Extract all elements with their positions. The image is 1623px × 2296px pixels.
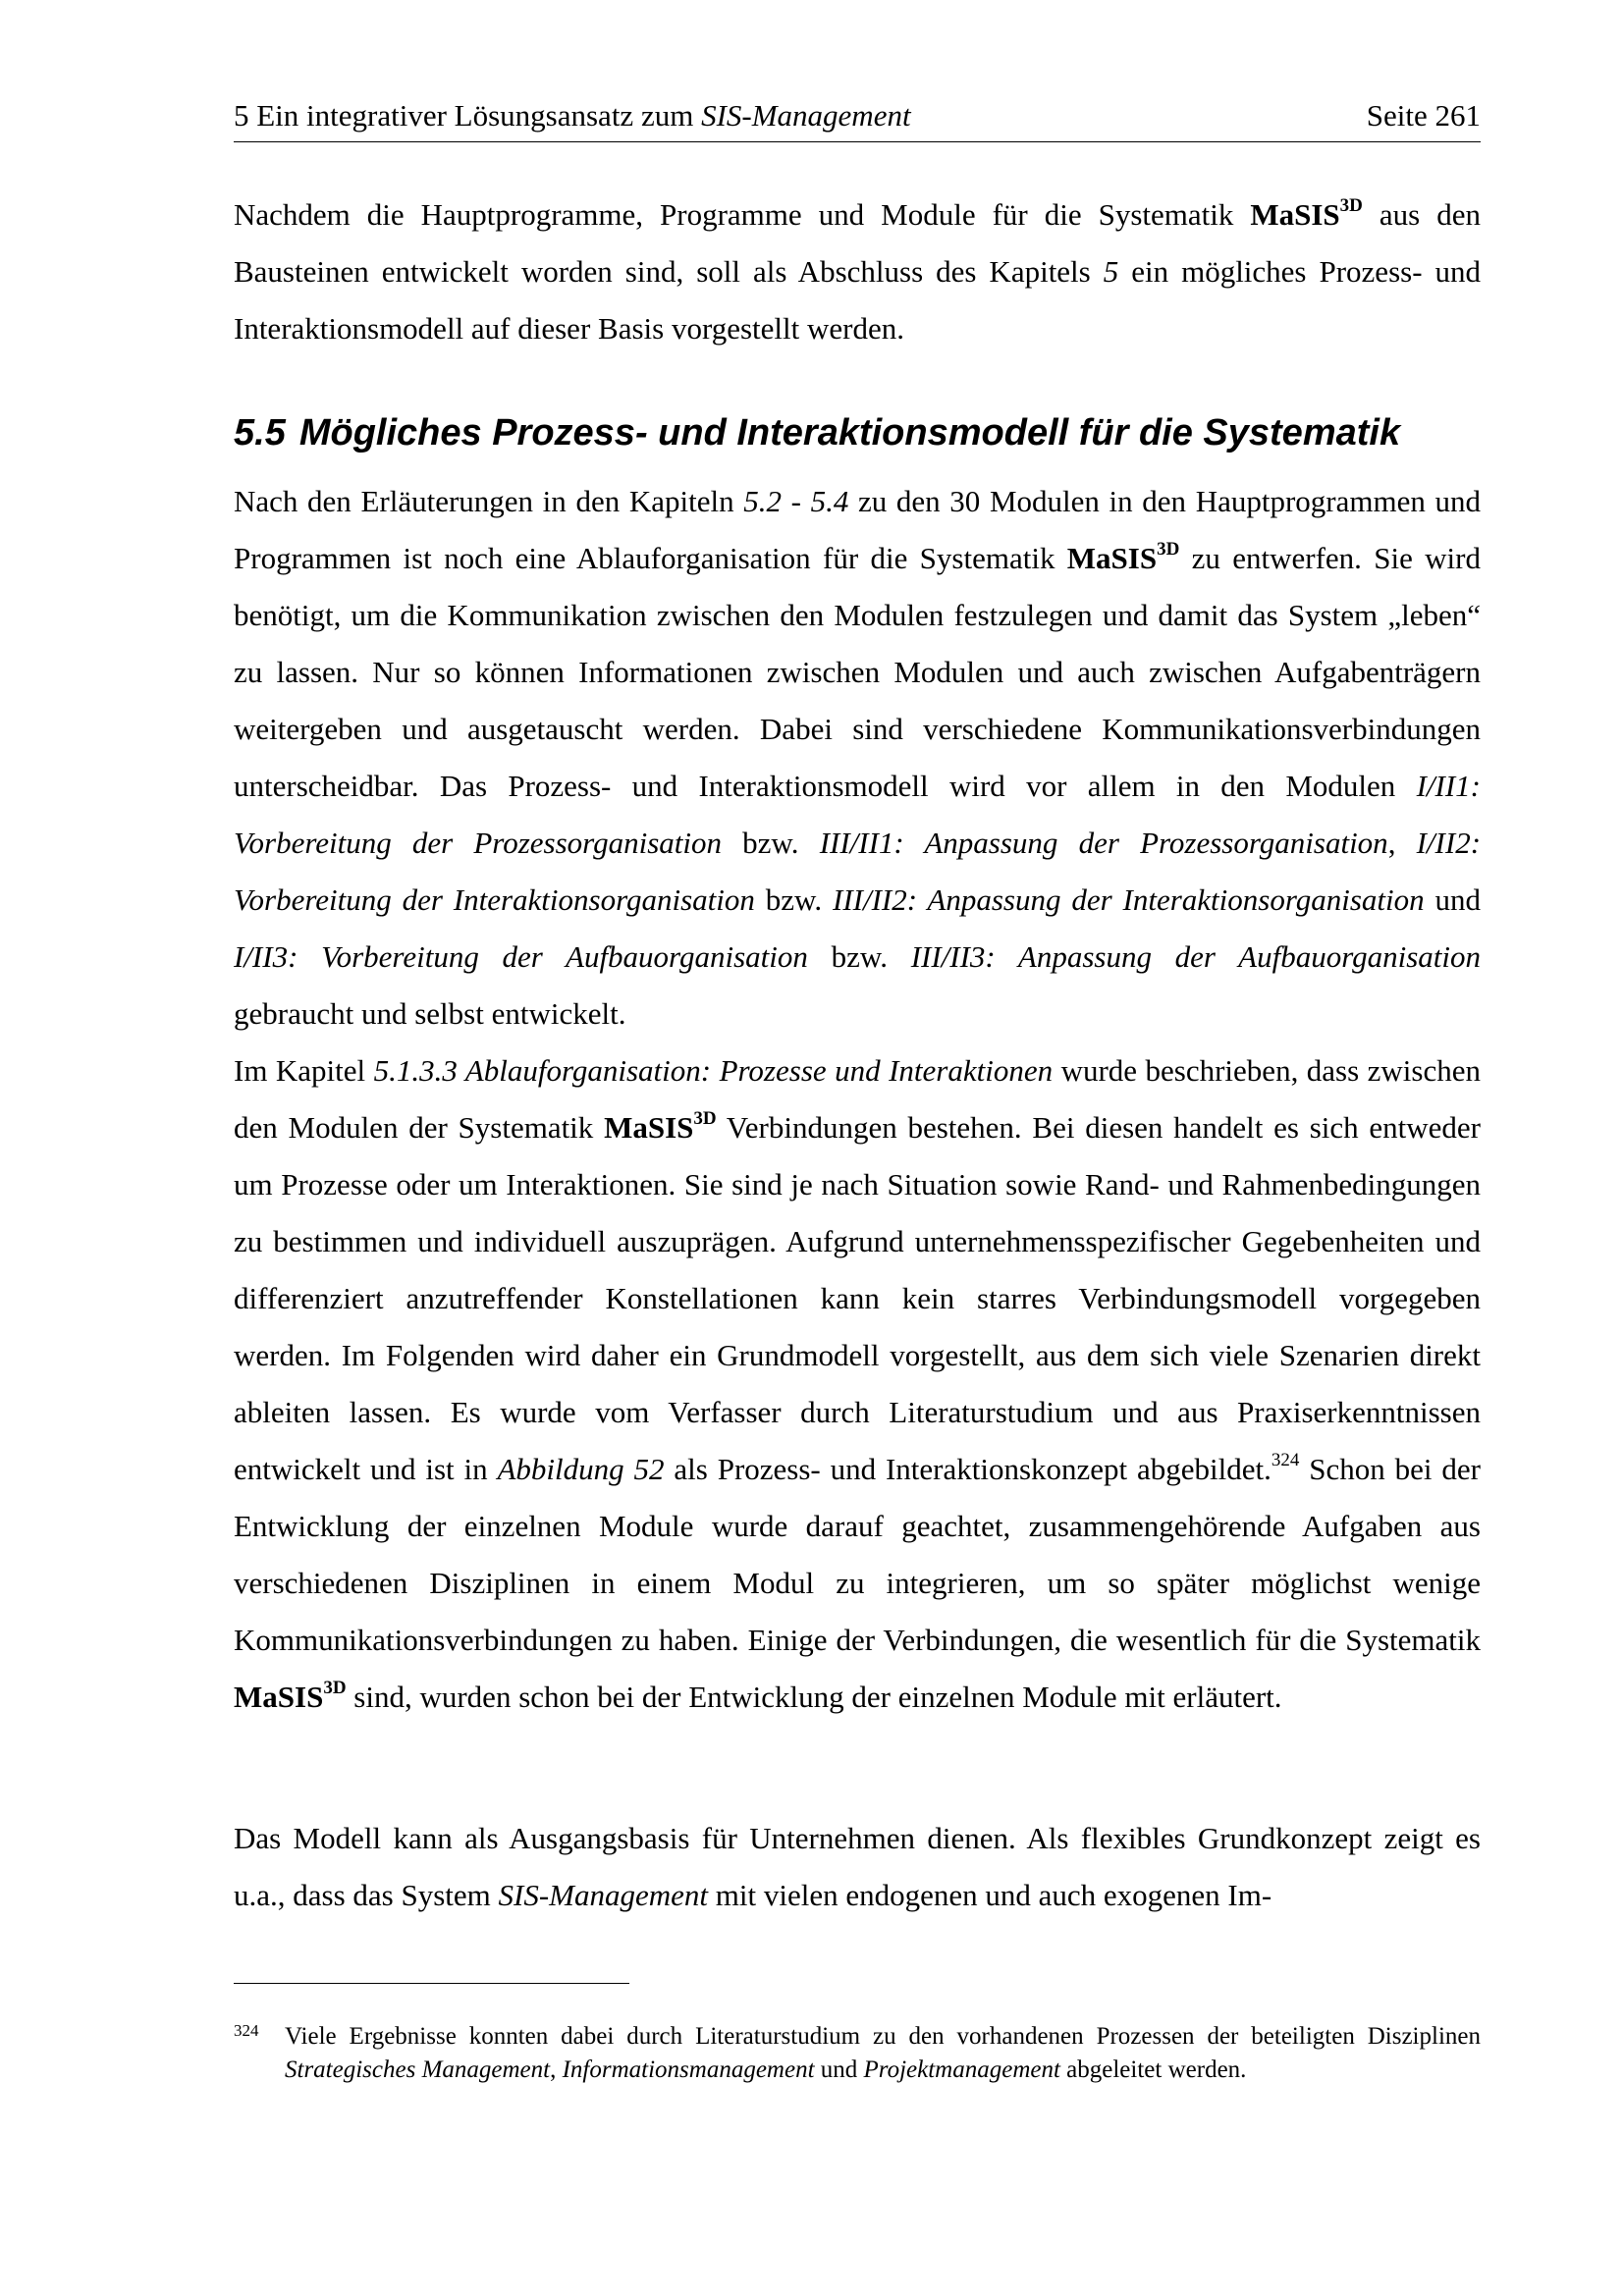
text-run: Schon bei der Entwicklung der einzelnen Module wurde darauf geachtet, zusammengehörende Aufgaben aus verschiedenen Disziplinen in einem Modul zu integrieren, um so später möglichst wenige Kommunikationsverbindungen zu haben. Einige der Verbindungen, die wesentlich für die Systematik	[234, 1452, 1481, 1657]
text-run: wurde beschrieben, dass zwischen den Modulen der Systematik	[234, 1053, 1481, 1145]
text-run: als Prozess- und Interaktionskonzept abgebildet.	[664, 1452, 1271, 1486]
discipline-ref: Projektmanagement	[863, 2056, 1060, 2083]
paragraph-1	[234, 473, 1481, 1042]
text-run: ,	[1387, 826, 1417, 860]
chapter-ref: 5.4	[810, 484, 849, 518]
masis-sup: 3D	[1157, 539, 1180, 560]
text-run: und	[814, 2056, 864, 2083]
section-title: Mögliches Prozess- und Interaktionsmodell für die Systematik	[298, 412, 1401, 454]
term-ref: SIS-Management	[498, 1878, 709, 1912]
text-run: Das Modell kann als Ausgangsbasis für Unternehmen dienen. Als flexibles Grundkonzept zeigt es u.a., dass das System	[234, 1821, 1481, 1912]
text-run: zu entwerfen. Sie wird benötigt, um die Kommunikation zwischen den Modulen festzulegen und damit das System „leben“ zu lassen. Nur so können Informationen zwischen Modulen und auch zwischen Aufgabenträgern weitergeben und ausgetauscht werden. Dabei sind verschiedene Kommunikationsverbindungen unterscheidbar. Das Prozess- und Interaktionsmodell wird vor allem in den Modulen	[234, 541, 1481, 803]
text-run: ,	[550, 2056, 563, 2083]
masis-name: MaSIS	[1066, 541, 1158, 575]
page-number: Seite 261	[1366, 98, 1481, 133]
footnote	[234, 2020, 1481, 2087]
section-heading	[234, 408, 1400, 457]
text-run: Nachdem die Hauptprogramme, Programme und Module für die Systematik	[234, 197, 1251, 232]
masis-sup: 3D	[323, 1678, 347, 1698]
text-run: -	[781, 484, 811, 518]
module-ref: I/II2: Vorbereitung der Interaktionsorganisation	[234, 826, 1482, 917]
module-ref: III/II2: Anpassung der Interaktionsorganisation	[833, 882, 1425, 917]
running-head-text: 5 Ein integrativer Lösungsansatz zum	[234, 98, 702, 133]
text-run: bzw.	[754, 882, 834, 917]
text-run: Im Kapitel	[234, 1053, 374, 1088]
running-head	[234, 96, 911, 135]
running-head-em: SIS-Management	[701, 98, 911, 133]
paragraph-2	[234, 1042, 1481, 1726]
text-run: zu den 30 Modulen in den Hauptprogrammen und Programmen ist noch eine Ablauforganisation für die Systematik	[234, 484, 1481, 575]
text-run: sind, wurden schon bei der Entwicklung der einzelnen Module mit erläutert.	[346, 1680, 1282, 1714]
masis-sup: 3D	[693, 1108, 717, 1129]
text-run: bzw.	[721, 826, 820, 860]
footnote-text	[285, 2020, 1481, 2087]
text-run: Viele Ergebnisse konnten dabei durch Literaturstudium zu den vorhandenen Prozessen der beteiligten Disziplinen	[285, 2023, 1481, 2050]
masis-sup: 3D	[1339, 195, 1363, 216]
text-run: abgeleitet werden.	[1059, 2056, 1247, 2083]
footnote-number: 324	[234, 2021, 259, 2040]
text-run: aus den Bausteinen entwickelt worden sind, soll als Abschluss des Kapitels	[234, 197, 1481, 289]
masis-name: MaSIS	[234, 1680, 324, 1714]
text-run: ein mögliches Prozess- und Interaktionsmodell auf dieser Basis vorgestellt werden.	[234, 254, 1482, 346]
footnote-ref[interactable]: 324	[1271, 1450, 1300, 1470]
text-run: Nach den Erläuterungen in den Kapiteln	[234, 484, 744, 518]
page-header	[234, 96, 1481, 142]
masis-term	[604, 1110, 717, 1145]
module-ref: I/II3: Vorbereitung der Aufbauorganisation	[234, 939, 808, 974]
masis-name: MaSIS	[1250, 197, 1340, 232]
chapter-ref: 5	[1103, 254, 1119, 289]
figure-ref: Abbildung 52	[497, 1452, 665, 1486]
text-run: und	[1424, 882, 1482, 917]
masis-term	[1067, 541, 1180, 575]
module-ref: I/II1: Vorbereitung der Prozessorganisation	[234, 769, 1481, 860]
text-run: gebraucht und selbst entwickelt.	[234, 996, 626, 1031]
discipline-ref: Informationsmanagement	[562, 2056, 815, 2083]
masis-term	[234, 1680, 347, 1714]
chapter-ref: 5.1.3.3 Ablauforganisation: Prozesse und Interaktionen	[373, 1053, 1054, 1088]
module-ref: III/II3: Anpassung der Aufbauorganisation	[910, 939, 1482, 974]
paragraph-3	[234, 1810, 1481, 1924]
discipline-ref: Strategisches Management	[285, 2056, 551, 2083]
text-run: Verbindungen bestehen. Bei diesen handelt es sich entweder um Prozesse oder um Interaktionen. Sie sind je nach Situation sowie Rand- und Rahmenbedingungen zu bestimmen und individuell auszuprägen. Aufgrund unternehmensspezifischer Gegebenheiten und differenziert anzutreffender Konstellationen kann kein starres Verbindungsmodell vorgegeben werden. Im Folgenden wird daher ein Grundmodell vorgestellt, aus dem sich viele Szenarien direkt ableiten lassen. Es wurde vom Verfasser durch Literaturstudium und aus Praxiserkenntnissen entwickelt und ist in	[234, 1110, 1481, 1486]
footnote-separator	[234, 1983, 629, 1984]
section-number: 5.5	[234, 412, 286, 454]
text-run: mit vielen endogenen und auch exogenen Im-	[708, 1878, 1272, 1912]
chapter-ref: 5.2	[743, 484, 782, 518]
masis-term	[1250, 197, 1363, 232]
intro-paragraph	[234, 187, 1481, 357]
masis-name: MaSIS	[604, 1110, 694, 1145]
text-run: bzw.	[807, 939, 911, 974]
module-ref: III/II1: Anpassung der Prozessorganisation	[819, 826, 1388, 860]
